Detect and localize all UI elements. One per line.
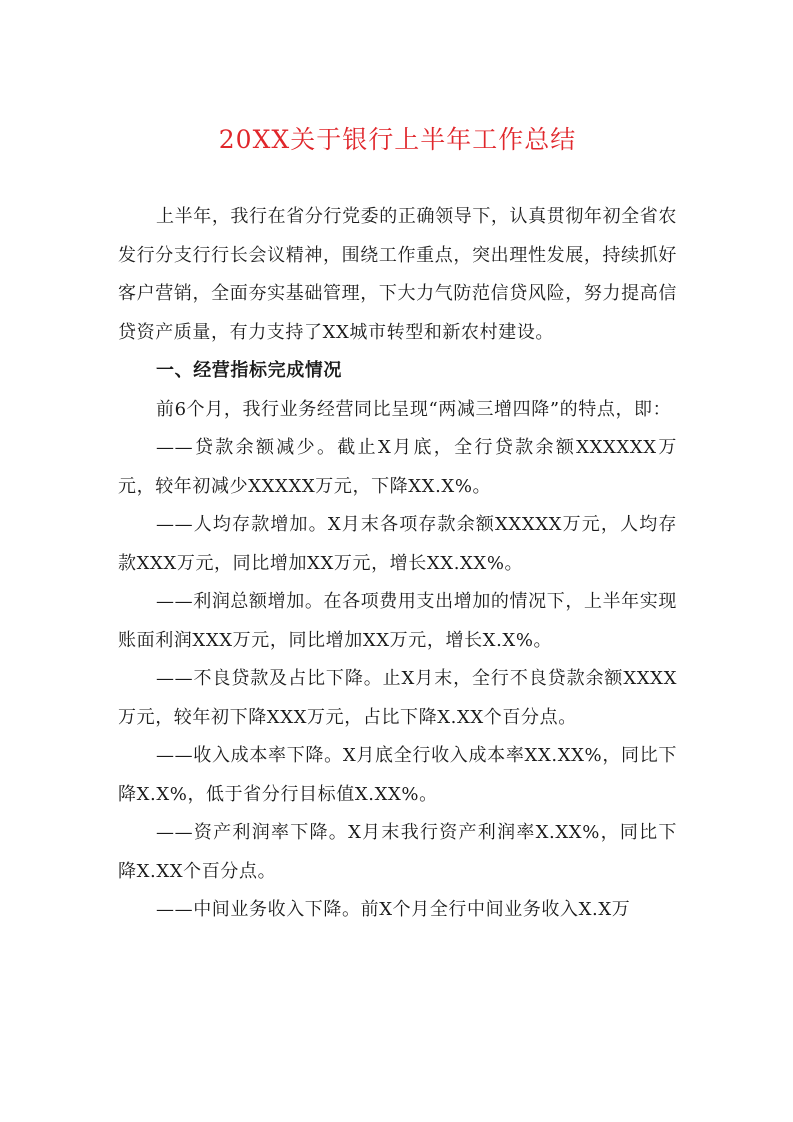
section-heading: 一、经营指标完成情况 [156, 360, 342, 381]
list-item: ——资产利润率下降。X月末我行资产利润率X.XX%，同比下降X.XX个百分点。 [118, 822, 677, 882]
section-lead-paragraph: 前6个月，我行业务经营同比呈现“两减三增四降”的特点，即： [156, 398, 672, 420]
list-item: ——中间业务收入下降。前X个月全行中间业务收入X.X万 [156, 899, 631, 920]
list-item: ——收入成本率下降。X月底全行收入成本率XX.XX%，同比下降X.X%，低于省分行目标值X.XX%。 [118, 745, 677, 805]
intro-paragraph: 上半年，我行在省分行党委的正确领导下，认真贯彻年初全省农发行分支行行长会议精神，围绕工作重点，突出理性发展，持续抓好客户营销，全面夯实基础管理，下大力气防范信贷风险，努力提高信贷资产质量，有力支持了XX城市转型和新农村建设。 [118, 206, 677, 343]
list-item: ——人均存款增加。X月末各项存款余额XXXXX万元，人均存款XXX万元，同比增加XX万元，增长XX.XX%。 [118, 514, 677, 574]
list-item: ——不良贷款及占比下降。止X月末，全行不良贷款余额XXXX万元，较年初下降XXX万元，占比下降X.XX个百分点。 [118, 668, 677, 728]
list-item: ——贷款余额减少。截止X月底，全行贷款余额XXXXXX万元，较年初减少XXXXX万元，下降XX.X%。 [118, 437, 677, 497]
document-title: 20XX关于银行上半年工作总结 [218, 125, 577, 154]
document-body [118, 198, 677, 930]
list-item: ——利润总额增加。在各项费用支出增加的情况下，上半年实现账面利润XXX万元，同比增加XX万元，增长X.X%。 [118, 591, 677, 651]
